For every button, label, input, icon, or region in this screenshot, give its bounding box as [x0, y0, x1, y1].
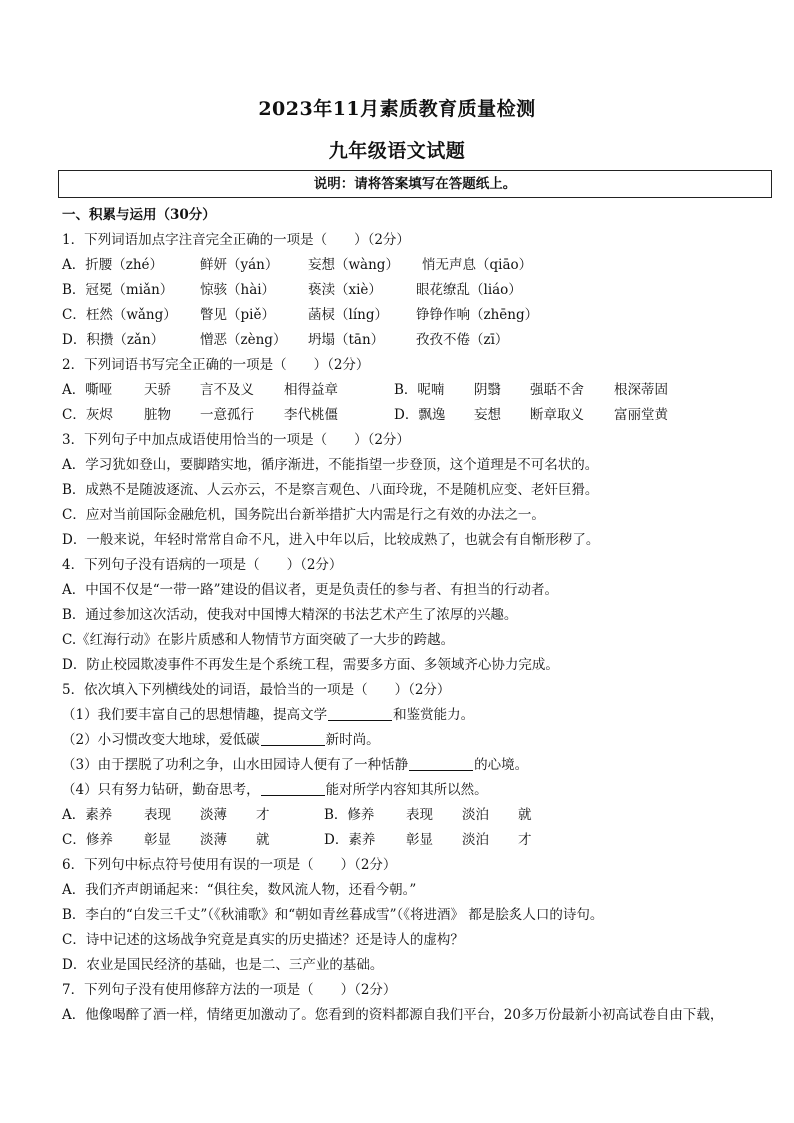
q5-b-1: B．修养: [324, 807, 375, 823]
q2-b-2: 阴翳: [474, 382, 501, 398]
q1-b-3: 亵渎（xiè）: [308, 282, 382, 298]
q3-option-d: D．一般来说，年轻时常常自命不凡，进入中年以后，比较成熟了，也就会有自惭形秽了。: [62, 532, 600, 548]
q1-d-4: 孜孜不倦（zī）: [416, 332, 509, 348]
q5-b-3: 淡泊: [462, 807, 489, 823]
q5-a-2: 表现: [144, 807, 171, 823]
fill-blank: [261, 781, 325, 796]
question-6-stem: 6．下列句中标点符号使用有误的一项是（ ）（2分）: [62, 857, 397, 873]
question-2-stem: 2．下列词语书写完全正确的一项是（ ）（2分）: [62, 357, 370, 373]
question-7-stem: 7．下列句子没有使用修辞方法的一项是（ ）（2分）: [62, 982, 397, 998]
question-4-stem: 4．下列句子没有语病的一项是（ ）（2分）: [62, 557, 343, 573]
section-title: 一、积累与运用（30分）: [62, 207, 216, 223]
q5-c-4: 就: [256, 832, 270, 848]
q6-option-b: B．李白的“白发三千丈”（《秋浦歌》和“朝如青丝暮成雪”（《将进酒》 都是脍炙人口的诗句。: [62, 907, 604, 923]
q5-c-1: C．修养: [62, 832, 113, 848]
fill-blank: [409, 756, 473, 771]
q5-b-4: 就: [518, 807, 532, 823]
exam-subtitle: 九年级语文试题: [328, 140, 466, 162]
q5-sentence-3: [62, 756, 528, 774]
q1-c-2: 瞥见（piě）: [200, 307, 275, 323]
q1-d-1: D．积攒（zǎn）: [62, 332, 165, 348]
q2-a-2: 天骄: [144, 382, 171, 398]
question-1-stem: 1．下列词语加点字注音完全正确的一项是（ ）（2分）: [62, 232, 410, 248]
q5-a-3: 淡薄: [200, 807, 227, 823]
q2-d-1: D．飘逸: [394, 407, 446, 423]
q1-a-1: A．折腰（zhé）: [62, 257, 164, 273]
q1-b-1: B．冠冕（miǎn）: [62, 282, 174, 298]
q5-d-3: 淡泊: [462, 832, 489, 848]
q6-option-d: D．农业是国民经济的基础，也是二、三产业的基础。: [62, 957, 384, 973]
q1-a-4: 悄无声息（qiāo）: [422, 257, 533, 273]
q3-option-a: A．学习犹如登山，要脚踏实地，循序渐进，不能指望一步登顶，这个道理是不可名状的。: [62, 457, 599, 473]
q2-c-1: C．灰烬: [62, 407, 113, 423]
q5-s2-after: 新时尚。: [325, 732, 380, 748]
q1-b-2: 惊骇（hài）: [200, 282, 276, 298]
q2-d-2: 妄想: [474, 407, 501, 423]
q6-option-c: C．诗中记述的这场战争究竟是真实的历史描述？还是诗人的虚构？: [62, 932, 464, 948]
q5-d-4: 才: [518, 832, 532, 848]
q4-option-b: B．通过参加这次活动，使我对中国博大精深的书法艺术产生了浓厚的兴趣。: [62, 607, 518, 623]
question-5-stem: 5．依次填入下列横线处的词语，最恰当的一项是（ ）（2分）: [62, 682, 451, 698]
q3-option-c: C．应对当前国际金融危机，国务院出台新举措扩大内需是行之有效的办法之一。: [62, 507, 545, 523]
q5-sentence-4: [62, 781, 488, 799]
q1-c-4: 铮铮作响（zhēng）: [416, 307, 539, 323]
q2-b-1: B．呢喃: [394, 382, 445, 398]
q1-d-3: 坍塌（tān）: [308, 332, 385, 348]
q5-b-2: 表现: [406, 807, 433, 823]
exam-title: 2023年11月素质教育质量检测: [258, 98, 536, 120]
q1-c-3: 菡棂（líng）: [308, 307, 388, 323]
q2-c-4: 李代桃僵: [284, 407, 338, 423]
question-3-stem: 3．下列句子中加点成语使用恰当的一项是（ ）（2分）: [62, 432, 410, 448]
instruction-box: 说明：请将答案填写在答题纸上。: [58, 170, 772, 198]
q1-d-2: 憎恶（zèng）: [200, 332, 287, 348]
q5-s4-after: 能对所学内容知其所以然。: [325, 782, 488, 798]
q5-d-1: D．素养: [324, 832, 376, 848]
q2-d-4: 富丽堂黄: [614, 407, 668, 423]
q7-option-a: A．他像喝醉了酒一样，情绪更加激动了。您看到的资料都源自我们平台，20多万份最新小初高试卷自由下载，: [62, 1007, 724, 1023]
q4-option-a: A．中国不仅是“一带一路”建设的倡议者，更是负责任的参与者、有担当的行动者。: [62, 582, 559, 598]
q4-option-d: D．防止校园欺凌事件不再发生是个系统工程，需要多方面、多领域齐心协力完成。: [62, 657, 559, 673]
q5-s3-after: 的心境。: [474, 757, 529, 773]
q2-c-2: 脏物: [144, 407, 171, 423]
q2-a-3: 言不及义: [200, 382, 254, 398]
q3-option-b: B．成熟不是随波逐流、人云亦云，不是察言观色、八面玲珑，不是随机应变、老奸巨猾。: [62, 482, 599, 498]
q6-option-a: A．我们齐声朗诵起来：“俱往矣，数风流人物，还看今朝。”: [62, 882, 417, 898]
q5-sentence-1: [62, 706, 474, 724]
q2-b-3: 强聒不舍: [530, 382, 584, 398]
q2-c-3: 一意孤行: [200, 407, 254, 423]
q1-a-3: 妄想（wàng）: [308, 257, 399, 273]
q5-s3-before: （3）由于摆脱了功利之争，山水田园诗人便有了一种恬静: [62, 757, 409, 773]
fill-blank: [328, 706, 392, 721]
fill-blank: [261, 731, 325, 746]
q2-a-4: 相得益章: [284, 382, 338, 398]
q5-s4-before: （4）只有努力钻研，勤奋思考，: [62, 782, 260, 798]
q5-d-2: 彰显: [406, 832, 433, 848]
q1-a-2: 鲜妍（yán）: [200, 257, 279, 273]
q2-d-3: 断章取义: [530, 407, 584, 423]
q5-a-1: A．素养: [62, 807, 113, 823]
q5-s1-before: （1）我们要丰富自己的思想情趣，提高文学: [62, 707, 328, 723]
q2-b-4: 根深蒂固: [614, 382, 668, 398]
q5-a-4: 才: [256, 807, 270, 823]
q1-b-4: 眼花缭乱（liáo）: [416, 282, 522, 298]
q5-s1-after: 和鉴赏能力。: [393, 707, 475, 723]
q5-sentence-2: [62, 731, 380, 749]
q4-option-c: C.《红海行动》在影片质感和人物情节方面突破了一大步的跨越。: [62, 632, 455, 648]
q5-c-2: 彰显: [144, 832, 171, 848]
q5-c-3: 淡薄: [200, 832, 227, 848]
q2-a-1: A．嘶哑: [62, 382, 113, 398]
q5-s2-before: （2）小习惯改变大地球，爱低碳: [62, 732, 260, 748]
q1-c-1: C．枉然（wǎng）: [62, 307, 177, 323]
